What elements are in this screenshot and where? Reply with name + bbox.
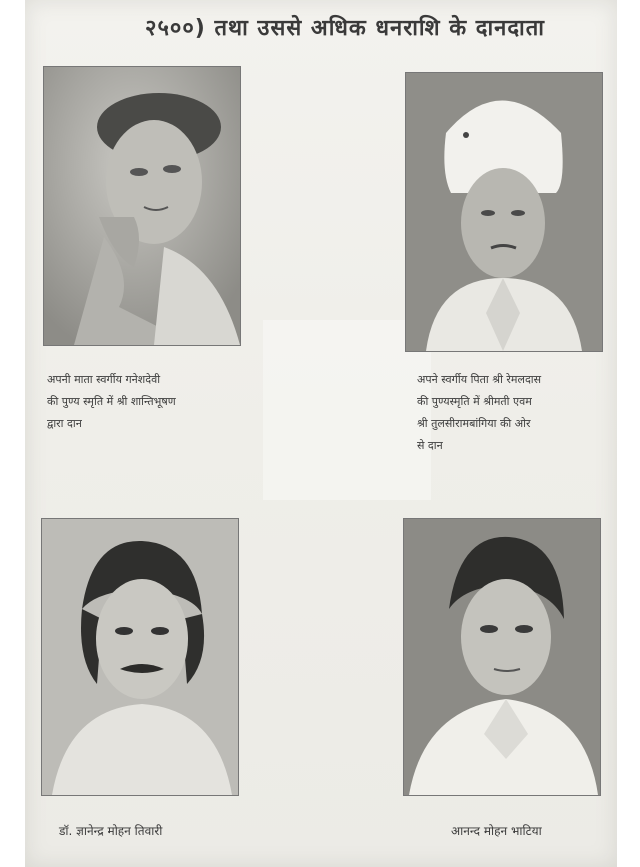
- donor-photo-4: [403, 518, 601, 796]
- donor-photo-3: [41, 518, 239, 796]
- donor-name-3: डॉ. ज्ञानेन्द्र मोहन तिवारी: [59, 824, 163, 838]
- scanned-page: [25, 0, 617, 867]
- caption-line: द्वारा दान: [47, 417, 82, 430]
- caption-line: अपनी माता स्वर्गीय गनेशदेवी: [47, 373, 161, 386]
- caption-line: से दान: [417, 439, 443, 452]
- caption-line: श्री तुलसीरामबांगिया की ओर: [417, 417, 531, 430]
- donor-photo-2: [405, 72, 603, 352]
- caption-line: अपने स्वर्गीय पिता श्री रेमलदास: [417, 373, 542, 386]
- donor-caption-2: [417, 369, 541, 457]
- donor-caption-1: [47, 369, 176, 435]
- donor-name-4: आनन्द मोहन भाटिया: [451, 824, 542, 838]
- donor-photo-1: [43, 66, 241, 346]
- caption-line: की पुण्यस्मृति में श्रीमती एवम: [417, 395, 532, 408]
- caption-line: की पुण्य स्मृति में श्री शान्तिभूषण: [47, 395, 176, 408]
- page-title: २५००) तथा उससे अधिक धनराशि के दानदाता: [145, 16, 545, 41]
